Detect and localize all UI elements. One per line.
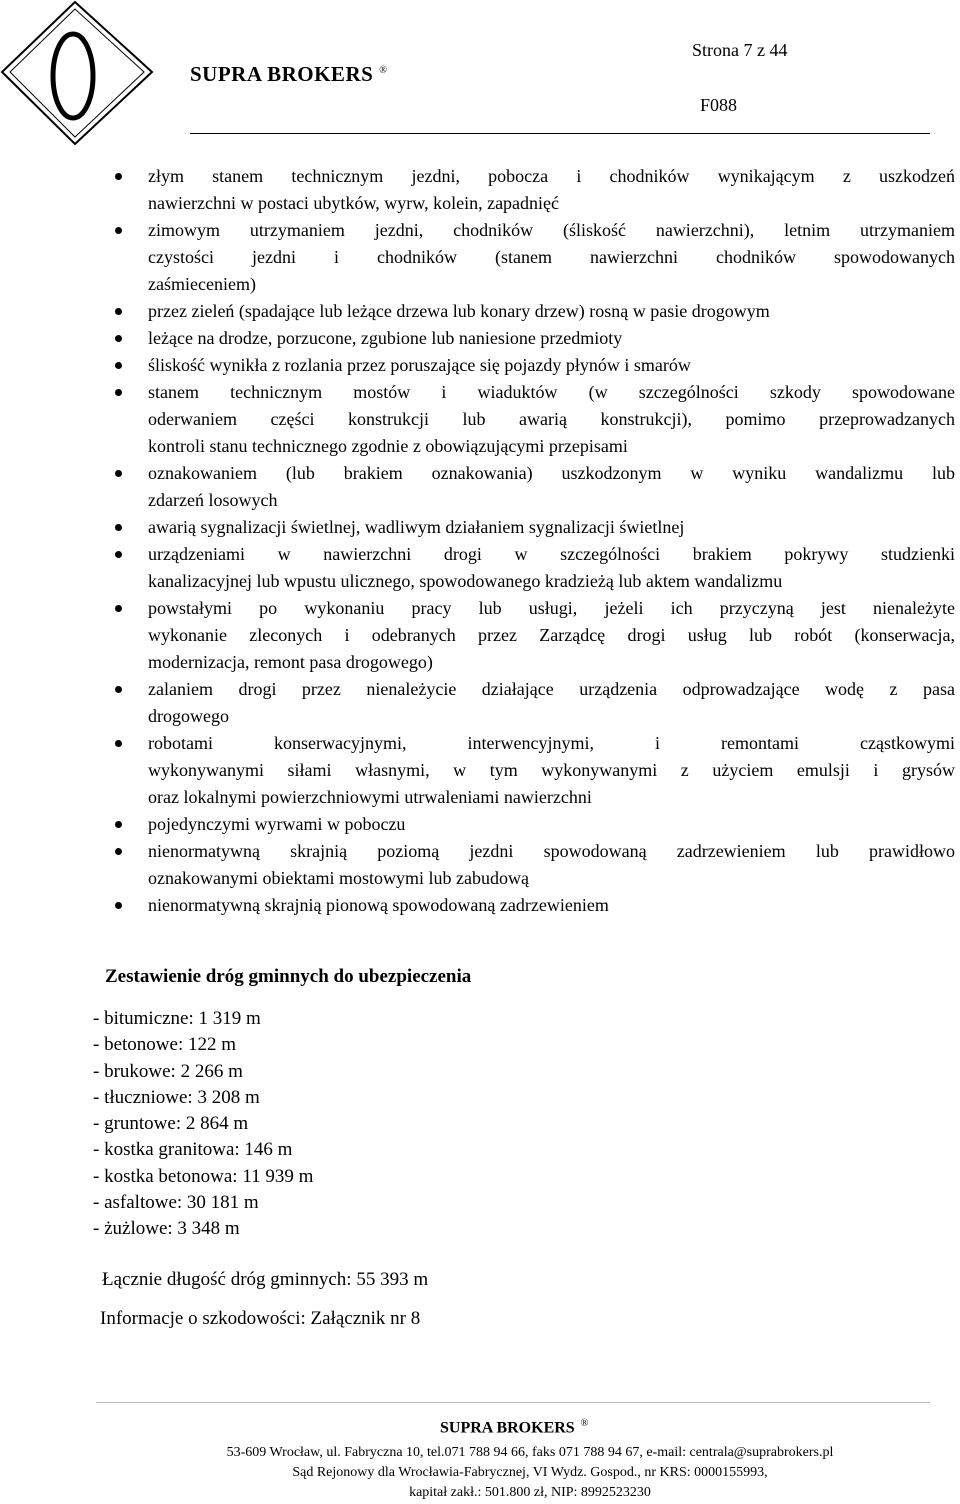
list-item [0, 460, 955, 514]
list-item-line: zaśmieceniem) [148, 274, 256, 294]
footer-capital: kapitał zakł.: 501.800 zł, NIP: 8992523230 [409, 1485, 651, 1500]
road-type-item: - żużlowe: 3 348 m [93, 1218, 240, 1240]
road-type-item: - kostka granitowa: 146 m [93, 1139, 293, 1161]
road-type-item: - bitumiczne: 1 319 m [93, 1008, 261, 1029]
claims-info: Informacje o szkodowości: Załącznik nr 8 [100, 1308, 421, 1329]
list-item [0, 298, 955, 325]
footer-brand: SUPRA BROKERS ® [440, 1418, 589, 1437]
list-item [0, 595, 955, 676]
list-item-line: awarią sygnalizacji świetlnej, wadliwym działaniem sygnalizacji świetlnej [148, 517, 685, 537]
list-item [0, 811, 955, 838]
list-item-line: złym stanem technicznym jezdni, pobocza i chodników wynikającym z uszkodzeń [148, 166, 955, 186]
list-item-line: robotami konserwacyjnymi, interwencyjnymi, i remontami cząstkowymi [148, 733, 955, 753]
page-number: Strona 7 z 44 [692, 40, 788, 60]
header-brand: SUPRA BROKERS ® [190, 62, 388, 86]
road-type-item: - kostka betonowa: 11 939 m [93, 1165, 314, 1187]
road-type-item: - asfaltowe: 30 181 m [93, 1192, 259, 1214]
road-type-item: - tłuczniowe: 3 208 m [93, 1086, 260, 1108]
list-item [0, 514, 955, 541]
list-item-line: nawierzchni w postaci ubytków, wyrw, kolein, zapadnięć [148, 193, 560, 213]
list-item [0, 730, 955, 811]
list-item-line: zimowym utrzymaniem jezdni, chodników (śliskość nawierzchni), letnim utrzymaniem [148, 220, 955, 240]
list-item-line: powstałymi po wykonaniu pracy lub usługi, jeżeli ich przyczyną jest nienależyte [148, 598, 955, 618]
company-logo [0, 0, 184, 150]
list-item-line: wykonanie zleconych i odebranych przez Zarządcę drogi usług lub robót (konserwacja, [148, 625, 955, 645]
list-item-line: nienormatywną skrajnią pionową spowodowaną zadrzewieniem [148, 895, 609, 915]
list-item [0, 163, 955, 217]
list-item-line: kontroli stanu technicznego zgodnie z obowiązującymi przepisami [148, 436, 628, 456]
footer-divider [96, 1402, 930, 1403]
list-item-line: wykonywanymi siłami własnymi, w tym wykonywanymi z użyciem emulsji i grysów [148, 760, 955, 780]
list-item-line: nienormatywną skrajnią poziomą jezdni spowodowaną zadrzewieniem lub prawidłowo [148, 841, 955, 861]
road-types-list [93, 1006, 313, 1243]
road-type-item: - gruntowe: 2 864 m [93, 1113, 249, 1135]
form-code: F088 [700, 95, 738, 115]
list-item [0, 838, 955, 892]
list-item-line: zdarzeń losowych [148, 490, 278, 510]
header-divider [190, 133, 930, 134]
list-item-line: stanem technicznym mostów i wiaduktów (w szczególności szkody spowodowane [148, 382, 955, 402]
damage-causes-list [0, 163, 960, 919]
list-item-line: drogowego [148, 706, 229, 726]
list-item [0, 379, 955, 460]
list-item [0, 892, 955, 919]
road-type-item: - betonowe: 122 m [93, 1034, 237, 1056]
section-title: Zestawienie dróg gminnych do ubezpieczenia [105, 966, 472, 987]
list-item [0, 541, 955, 595]
list-item-line: przez zieleń (spadające lub leżące drzewa lub konary drzew) rosną w pasie drogowym [148, 301, 770, 321]
list-item-line: oderwaniem części konstrukcji lub awarią konstrukcji), pomimo przeprowadzanych [148, 409, 955, 429]
list-item-line: śliskość wynikła z rozlania przez poruszające się pojazdy płynów i smarów [148, 355, 691, 375]
footer-court: Sąd Rejonowy dla Wrocławia-Fabrycznej, VI Wydz. Gospod., nr KRS: 0000155993, [292, 1465, 768, 1480]
list-item [0, 325, 955, 352]
road-type-item: - brukowe: 2 266 m [93, 1060, 243, 1082]
list-item-line: oraz lokalnymi powierzchniowymi utrwaleniami nawierzchni [148, 787, 592, 807]
list-item-line: leżące na drodze, porzucone, zgubione lub naniesione przedmioty [148, 328, 623, 348]
list-item-line: oznakowanymi obiektami mostowymi lub zabudową [148, 868, 529, 888]
total-road-length: Łącznie długość dróg gminnych: 55 393 m [102, 1269, 429, 1290]
list-item-line: modernizacja, remont pasa drogowego) [148, 652, 433, 672]
list-item-line: kanalizacyjnej lub wpustu ulicznego, spowodowanego kradzieżą lub aktem wandalizmu [148, 571, 783, 591]
list-item-line: oznakowaniem (lub brakiem oznakowania) uszkodzonym w wyniku wandalizmu lub [148, 463, 955, 483]
list-item-line: czystości jezdni i chodników (stanem nawierzchni chodników spowodowanych [148, 247, 955, 267]
list-item [0, 676, 955, 730]
list-item [0, 217, 955, 298]
list-item-line: zalaniem drogi przez nienależycie działające urządzenia odprowadzające wodę z pasa [148, 679, 955, 699]
footer-address: 53-609 Wrocław, ul. Fabryczna 10, tel.071 788 94 66, faks 071 788 94 67, e-mail: centrala@suprabrokers.pl [226, 1445, 834, 1460]
list-item-line: urządzeniami w nawierzchni drogi w szczególności brakiem pokrywy studzienki [148, 544, 955, 564]
list-item [0, 352, 955, 379]
list-item-line: pojedynczymi wyrwami w poboczu [148, 814, 406, 834]
